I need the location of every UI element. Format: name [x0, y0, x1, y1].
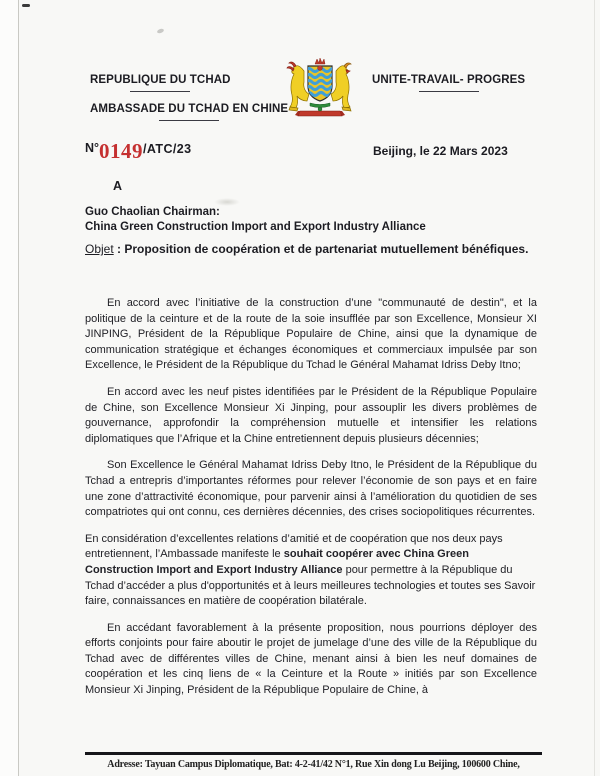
- letterhead-left: [90, 70, 288, 121]
- subject-text: : Proposition de coopération et de partenariat mutuellement bénéfiques.: [113, 242, 529, 256]
- scan-speck: [22, 4, 30, 7]
- bold-text-segment: souhait coopérer avec China Green Construction Import and Export Industry Alliance: [85, 548, 469, 576]
- letterhead-right: [372, 70, 525, 92]
- divider-rule: [159, 120, 219, 121]
- sun-crest: [315, 58, 325, 64]
- letterhead-country: [90, 70, 231, 92]
- scroll-banner: [295, 103, 345, 116]
- text-segment: En accord avec l’initiative de la construction d’une "communauté de destin", et la politique de la ceinture et de la route de la soie insufflée par son Excellence, Monsieur XI JINPING, Président de la République Populaire de Chine, ainsi que la dynamique de communication stratégique et échanges économiques et commerciaux impulsée par son Excellence, le Président de la République du Tchad le Général Mahamat Idriss Deby Itno;: [85, 297, 537, 372]
- addressee-name: Guo Chaolian Chairman:: [85, 206, 220, 218]
- divider-rule: [419, 91, 479, 92]
- goat-supporter: [287, 62, 309, 111]
- lion-supporter: [331, 63, 351, 111]
- divider-rule: [130, 91, 190, 92]
- reference-suffix: /ATC/23: [143, 142, 192, 156]
- footer-address: Adresse: Tayuan Campus Diplomatique, Bat: 4-2-41/42 N°1, Rue Xin dong Lu Beijing, 100600 Chine,: [107, 759, 520, 770]
- scan-speck: [157, 28, 165, 34]
- reference-digits: 0149: [99, 139, 144, 163]
- body-paragraph: [85, 621, 537, 699]
- subject-label: Objet: [85, 242, 114, 256]
- place-and-date: Beijing, le 22 Mars 2023: [373, 144, 508, 158]
- letterhead-embassy: [90, 99, 288, 121]
- footer-rule: [85, 752, 542, 755]
- body-paragraph: [85, 532, 537, 610]
- country-name: REPUBLIQUE DU TCHAD: [90, 74, 231, 86]
- subject-line: [85, 241, 543, 258]
- text-segment: En accédant favorablement à la présente proposition, nous pourrions déployer des efforts conjoints pour faire aboutir le projet de jumelage d’une des ville de la République du Tchad avec de différentes villes de Chine, menant ainsi à bien les neuf domaines de coopération et les cinq liens de « la Ceinture et la Route » initiés par son Excellence Monsieur Xi Jinping, Président de la République Populaire de Chine, à: [85, 621, 537, 697]
- salutation: A: [113, 179, 123, 193]
- body-paragraph: [85, 458, 537, 520]
- body-paragraph: [85, 385, 537, 447]
- page-left-edge: [0, 0, 19, 776]
- text-segment: En accord avec les neuf pistes identifiées par le Président de la République Populaire de Chine, son Excellence Monsieur Xi Jinping, pour assouplir les divers problèmes de gouvernance, approfondir la compréhension mutuelle et intensifier les relations diplomatiques que l’Afrique et la Chine entretiennent depuis plusieurs décennies;: [85, 385, 537, 445]
- addressee-organization: China Green Construction Import and Export Industry Alliance: [85, 221, 426, 233]
- text-segment: pour permettre à la République du Tchad d’accéder a plus d'opportunités et à leurs meilleures technologies et toutes ses Savoir faire, connaissances en matière de coopération bilatérale.: [85, 563, 536, 608]
- text-segment: Son Excellence le Général Mahamat Idriss Deby Itno, le Président de la République du Tchad a entrepris d’importantes réformes pour relever l’économie de son pays et en faire une zone d’attractivité économique, pour parvenir ainsi à l’amélioration du quotidien de ses compatriotes qui ont connu, ces dernières décennies, des crises sociopolitiques récurrentes.: [85, 459, 537, 519]
- body-paragraphs: [85, 296, 537, 710]
- reference-number: [85, 139, 191, 164]
- text-segment: En considération d’excellentes relations d’amitié et de coopération que nos deux pays entretiennent, l’Ambassade manifeste le: [85, 532, 503, 561]
- addressee-block: [85, 205, 426, 235]
- embassy-name: AMBASSADE DU TCHAD EN CHINE: [90, 103, 289, 115]
- reference-prefix: N°: [85, 141, 100, 155]
- motto-text: UNITE-TRAVAIL- PROGRES: [372, 74, 526, 86]
- page-right-edge: [594, 0, 595, 776]
- chad-coat-of-arms-icon: [282, 56, 358, 120]
- body-paragraph: [85, 296, 537, 374]
- letterhead-motto: [372, 70, 525, 92]
